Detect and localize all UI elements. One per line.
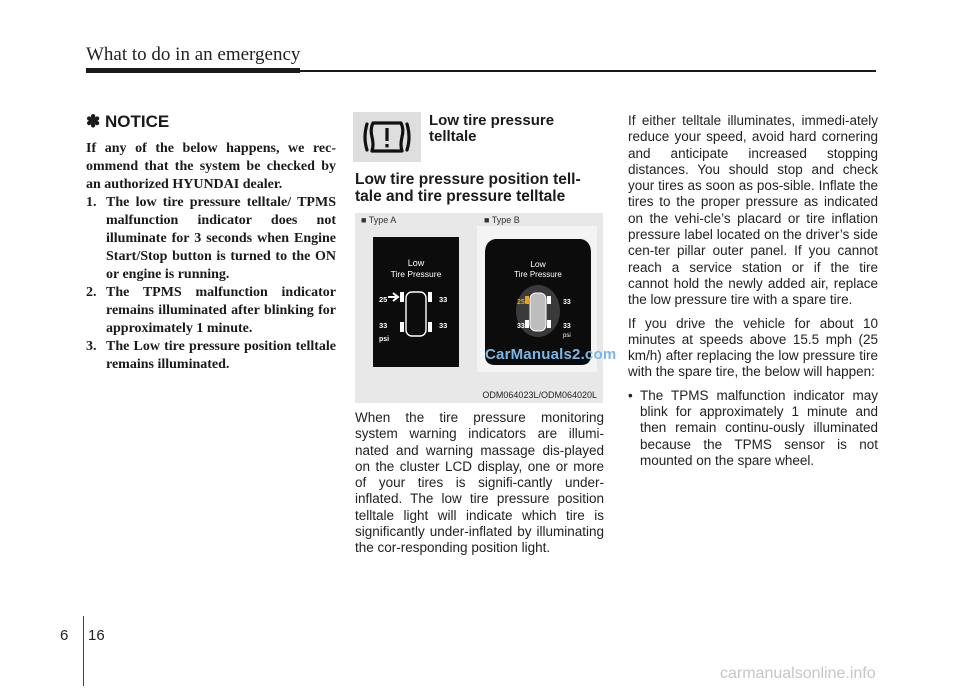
paragraph: If either telltale illuminates, immedi-ately reduce your speed, avoid hard cornering and anticipate increased stopping distances. You should stop and check your tires as soon as pos-sible. Inflate the tires to the proper pressure as indicated on the vehi-cle’s placard or tire inflation pressure label located on the driver’s side cen-ter pillar outer panel. If you cannot reach a service station or if the tire cannot hold the newly added air, replace the low pressure tire with a spare tire.: [628, 113, 878, 308]
notice-item-number: 3.: [86, 339, 97, 354]
screen-b-fl: 25: [517, 299, 525, 306]
screen-b-rr: 33: [563, 323, 571, 330]
carmanuals-watermark: CarManuals2.com: [485, 346, 617, 363]
bullet-marker: •: [628, 387, 633, 403]
page-header-title: What to do in an emergency: [86, 44, 301, 65]
footer-divider: [83, 616, 84, 686]
screen-b-unit: psi: [563, 333, 571, 339]
notice-box: [86, 112, 336, 374]
screen-a-line1: Low: [407, 258, 425, 268]
bullet-list: [628, 388, 878, 469]
notice-item: [86, 194, 336, 284]
screen-b-line2: Tire Pressure: [514, 270, 562, 279]
tpms-warning-icon: [353, 112, 421, 162]
screen-a-fr: 33: [439, 295, 448, 304]
screen-a-fl: 25: [379, 295, 388, 304]
notice-item-number: 1.: [86, 195, 97, 210]
screen-b-line1: Low: [530, 259, 546, 269]
position-telltale-body: When the tire pressure monitoring system warning indicators are illumi-nated and warning massage dis-played on the cluster LCD display, one or more of your tires is signifi-cantly under-inflated. The low tire pressure position telltale light will indicate which tire is significantly under-inflated by illuminating the cor-responding position light.: [355, 410, 604, 556]
screen-a-rr: 33: [439, 321, 448, 330]
notice-list: [86, 194, 336, 374]
notice-item-text: The Low tire pressure position telltale remains illuminated.: [106, 339, 336, 372]
screen-b-rl: 33: [517, 323, 525, 330]
notice-item-text: The TPMS malfunction indicator remains illuminated after blinking for approximately 1 minute.: [106, 285, 336, 336]
paragraph: If you drive the vehicle for about 10 minutes at speeds above 15.5 mph (25 km/h) after replacing the low pressure tire with the spare tire, the below will happen:: [628, 315, 878, 380]
notice-item: [86, 284, 336, 338]
screen-a-unit: psi: [379, 336, 390, 343]
bullet-text: The TPMS malfunction indicator may blink for approximately 1 minute and then remain continu-ously illuminated because the TPMS sensor is not mounted on the spare wheel.: [640, 387, 878, 468]
site-watermark: carmanualsonline.info: [720, 665, 876, 682]
notice-item-text: The low tire pressure telltale/ TPMS malfunction indicator does not illuminate for 3 seconds when Engine Start/Stop button is turned to the ON or engine is running.: [106, 195, 336, 282]
figure-code: ODM064023L/ODM064020L: [482, 390, 597, 400]
screen-a-line2: Tire Pressure: [390, 269, 442, 279]
column-3-text: [628, 113, 878, 469]
position-telltale-heading: Low tire pressure position tell-tale and tire pressure telltale: [355, 171, 581, 205]
notice-intro: If any of the below happens, we rec-ommend that the system be checked by an authorized HYUNDAI dealer.: [86, 141, 336, 192]
type-a-label: ■ Type A: [361, 215, 397, 225]
chapter-number: 6: [60, 627, 69, 644]
header-rule-thick: [86, 68, 300, 73]
tire-fl-indicator: [525, 296, 529, 304]
notice-title: ✽ NOTICE: [86, 112, 170, 131]
page-number: 16: [88, 627, 105, 644]
list-item: [628, 388, 878, 469]
screen-b-fr: 33: [563, 299, 571, 306]
cluster-display-figure: [355, 213, 617, 403]
car-top-view-icon: [530, 293, 546, 331]
telltale-heading: Low tire pressure telltale: [429, 112, 555, 145]
type-a-screen: [373, 237, 459, 367]
header-rule-thin: [300, 70, 876, 72]
screen-a-rl: 33: [379, 321, 388, 330]
notice-item-number: 2.: [86, 285, 97, 300]
type-b-label: ■ Type B: [484, 215, 520, 225]
notice-item: [86, 338, 336, 374]
